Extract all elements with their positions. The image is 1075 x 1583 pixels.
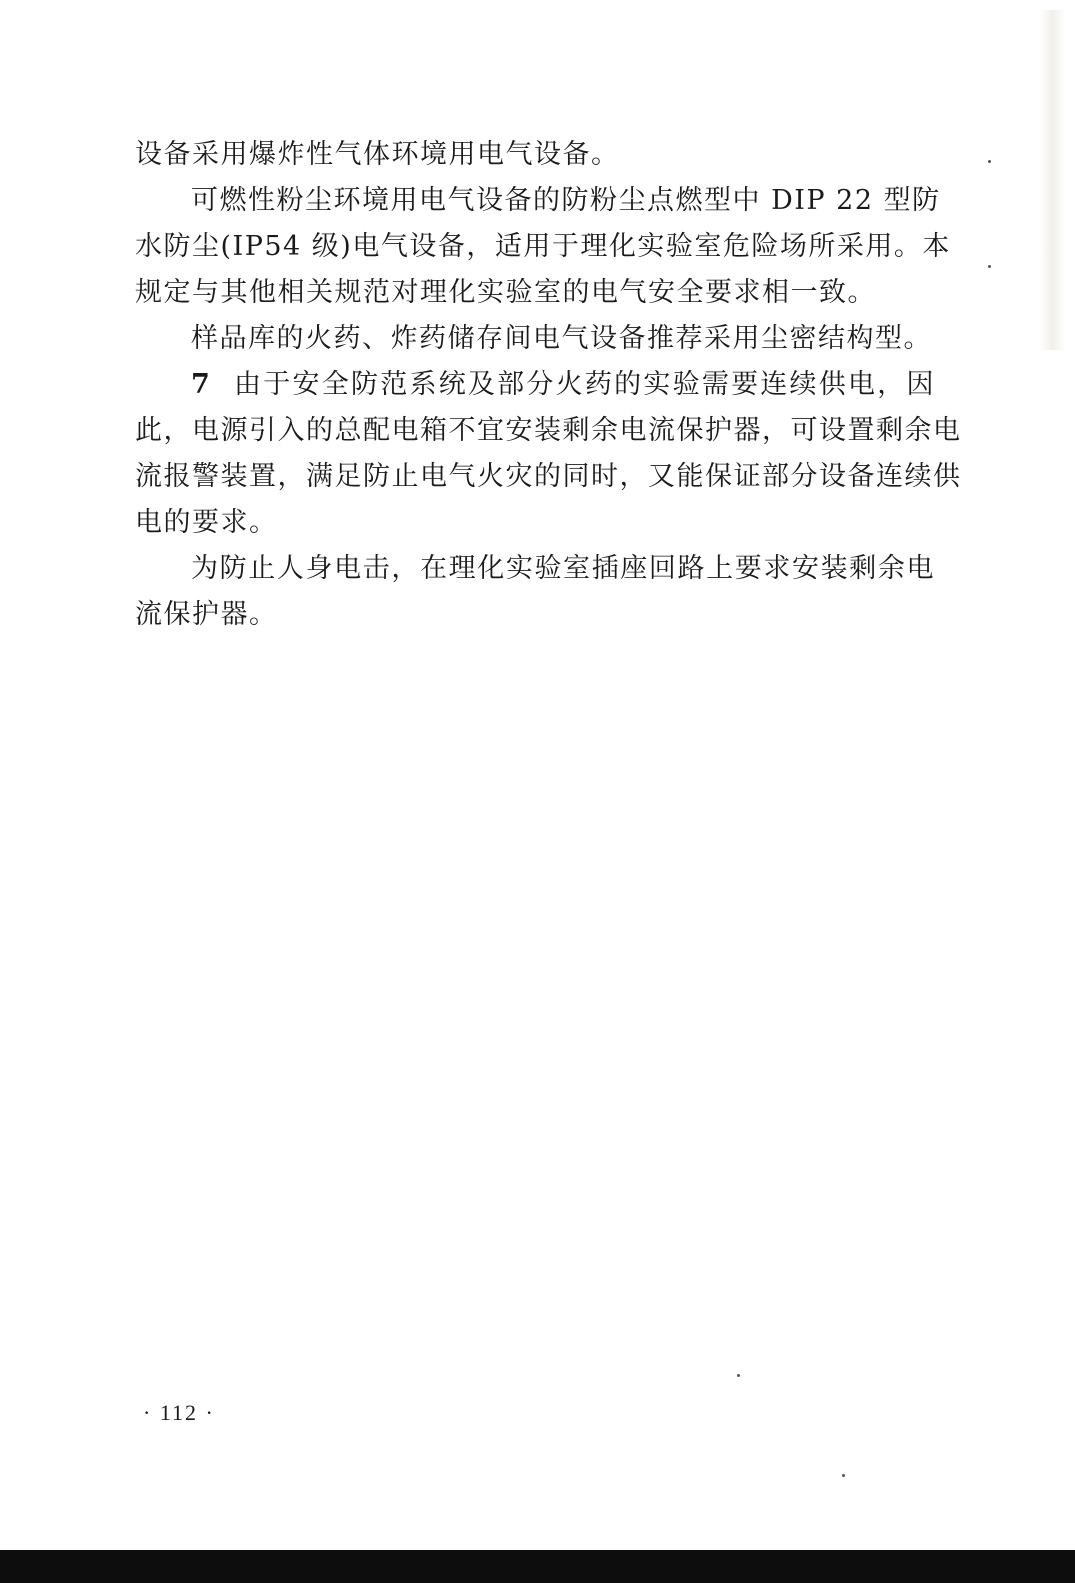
scan-speck	[737, 1374, 740, 1377]
text-line: 可燃性粉尘环境用电气设备的防粉尘点燃型中 DIP 22 型防	[191, 185, 941, 216]
text-line: 设备采用爆炸性气体环境用电气设备。	[135, 139, 620, 170]
text-line: 由于安全防范系统及部分火药的实验需要连续供电，因	[233, 369, 935, 400]
scan-bottom-edge	[0, 1550, 1075, 1583]
text-line: 流保护器。	[135, 599, 278, 630]
body-text	[135, 132, 962, 638]
scan-speck	[988, 265, 991, 268]
numbered-line	[135, 362, 935, 408]
text-line: 样品库的火药、炸药储存间电气设备推荐采用尘密结构型。	[191, 323, 932, 354]
text-line: 规定与其他相关规范对理化实验室的电气安全要求相一致。	[135, 277, 876, 308]
text-line: 流报警装置，满足防止电气火灾的同时，又能保证部分设备连续供	[135, 461, 962, 492]
scan-speck	[988, 160, 991, 163]
text-line: 为防止人身电击，在理化实验室插座回路上要求安装剩余电	[191, 553, 935, 584]
scan-edge-shadow	[1040, 10, 1065, 350]
text-line: 此，电源引入的总配电箱不宜安装剩余电流保护器，可设置剩余电	[135, 415, 962, 446]
text-line: 电的要求。	[135, 507, 278, 538]
scan-speck	[842, 1474, 845, 1477]
page-number: · 112 ·	[143, 1400, 215, 1425]
text-line: 水防尘(IP54 级)电气设备，适用于理化实验室危险场所采用。本	[135, 231, 951, 262]
item-number: 7	[191, 369, 212, 400]
